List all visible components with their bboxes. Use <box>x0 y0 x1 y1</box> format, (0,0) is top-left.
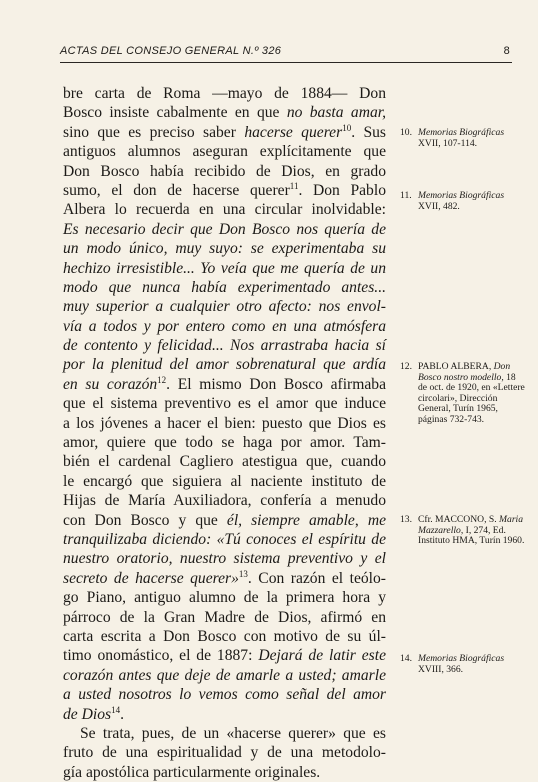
text-line: en su corazón$^{12}$. El mismo Don Bosco afirmaba <box>63 374 386 393</box>
text-line: muy superior a cualquier otro afecto: nos envol- <box>63 298 386 316</box>
text-line: bién el cardenal Cagliero atestigua que, cuando <box>63 453 386 471</box>
main-text <box>63 84 386 782</box>
footnote-ref-11[interactable]: 11 <box>289 180 299 191</box>
text-line: Bosco insiste cabalmente en que no basta amar, <box>63 104 386 122</box>
text-line: a usted nosotros lo vemos como señal del amor <box>63 686 386 704</box>
text-line: vía a todos y por entero como en una atmósfera <box>63 317 386 335</box>
text-line: que el sistema preventivo es el amor que induce <box>63 395 386 413</box>
text-line: go Piano, antiguo alumno de la primera hora y <box>63 589 386 607</box>
running-header-title: ACTAS DEL CONSEJO GENERAL N.º 326 <box>60 45 282 57</box>
footnote-ref-12[interactable]: 12 <box>157 374 167 385</box>
text-line: sumo, el don de hacerse querer$^{11}$. Don Pablo <box>63 180 386 199</box>
text-line: de Dios$^{14}$. <box>63 704 124 723</box>
text-line: un modo único, muy suyo: se experimentaba su <box>63 240 386 258</box>
text-line: a los jóvenes a hacer el bien: puesto que Dios es <box>63 414 386 432</box>
footnote-number: 14. <box>400 653 412 664</box>
text-line: carta escrita a Don Bosco con motivo de su úl- <box>63 627 386 645</box>
footnote-text: Memorias Biográficas XVII, 107-114. <box>418 127 505 149</box>
footnote-text: Cfr. MACCONO, S. Maria Mazzarello, I, 274, Ed. Instituto HMA, Turín 1960. <box>418 514 525 547</box>
text-line: por la plenitud del amor sobrenatural que ardía <box>63 356 386 374</box>
header-rule <box>60 62 512 63</box>
page-number: 8 <box>503 45 510 57</box>
text-line: timo onomástico, el de 1887: Dejará de latir este <box>63 647 386 665</box>
text-line: corazón antes que deje de amarle a usted; amarle <box>63 666 386 684</box>
text-line: Hijas de María Auxiliadora, confería a menudo <box>63 492 386 510</box>
footnote-text: PABLO ALBERA, Don Bosco nostro modello, 18 de oct. de 1920, en «Lettere circolari», Dirección General, Turín 1965, páginas 732-743. <box>418 361 525 425</box>
footnote-number: 12. <box>400 361 412 372</box>
text-line: párroco de la Gran Madre de Dios, afirmó en <box>63 608 386 626</box>
text-line: Es necesario decir que Don Bosco nos quería de <box>63 220 386 238</box>
text-line: sino que es preciso saber hacerse querer$^{10}$. Sus <box>63 122 386 141</box>
text-line: antiguos alumnos aseguran explícitamente que <box>63 143 386 161</box>
footnote-number: 10. <box>400 127 412 138</box>
text-line: Se trata, pues, de un «hacerse querer» que es <box>80 724 386 742</box>
text-line: bre carta de Roma —mayo de 1884— Don <box>63 85 386 102</box>
text-line: le encargó que siguiera al naciente instituto de <box>63 472 386 490</box>
text-line: amor, quiere que todo se haga por amor. Tam- <box>63 434 386 452</box>
footnote-ref-10[interactable]: 10 <box>342 122 352 133</box>
text-line: tranquilizaba diciendo: «Tú conoces el espíritu de <box>63 530 386 548</box>
text-line: de contento y felicidad... Nos arrastraba hacia sí <box>63 337 386 355</box>
text-line: hechizo irresistible... Yo veía que me quería de un <box>63 259 386 277</box>
text-line: fruto de una espiritualidad y de una metodolo- <box>63 744 386 762</box>
italic-phrase: hacerse querer <box>244 123 343 141</box>
text-line: Don Bosco había recibido de Dios, en grado <box>63 162 386 180</box>
footnote-text: Memorias Biográficas XVIII, 366. <box>418 653 505 675</box>
text-line: secreto de hacerse querer»$^{13}$. Con razón el teólo- <box>63 568 386 587</box>
italic-phrase: no basta amar, <box>286 104 386 122</box>
footnote-ref-13[interactable]: 13 <box>238 568 248 579</box>
footnote-ref-14[interactable]: 14 <box>111 704 121 715</box>
text-line: con Don Bosco y que él, siempre amable, me <box>63 511 386 529</box>
text-line: modo que nunca había experimentado antes... <box>63 278 386 296</box>
text-line: gía apostólica particularmente originales. <box>63 763 321 781</box>
text-line: Albera lo recuerda en una circular inolvidable: <box>63 201 386 219</box>
text-line: nuestro oratorio, nuestro sistema preventivo y el <box>63 550 386 568</box>
footnote-number: 11. <box>400 190 412 201</box>
footnote-text: Memorias Biográficas XVII, 482. <box>418 190 505 212</box>
footnote-number: 13. <box>400 514 412 525</box>
